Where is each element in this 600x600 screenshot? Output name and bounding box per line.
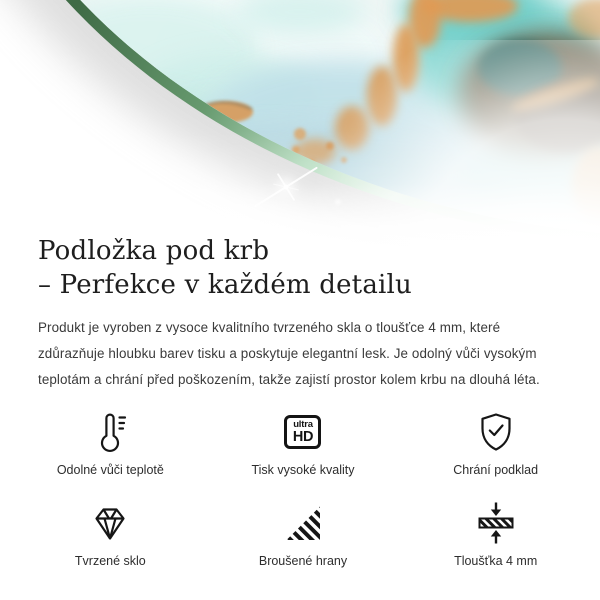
product-info-section <box>0 234 600 569</box>
title-line-2: – Perfekce v každém detailu <box>38 270 412 300</box>
feature-label: Odolné vůči teplotě <box>56 463 164 477</box>
beveled-edges-icon <box>280 500 326 546</box>
thickness-icon <box>473 500 519 546</box>
feature-protects-floor <box>399 409 592 478</box>
glass-pad-image <box>0 0 600 250</box>
feature-tempered-glass <box>14 500 207 569</box>
ultra-hd-text-bottom: HD <box>292 429 314 445</box>
product-description: Produkt je vyroben z vysoce kvalitního tvrzeného skla o tloušťce 4 mm, které zdůrazňuje hloubku barev tisku a poskytuje elegantní lesk. Je odolný vůči vysokým teplotám a chrání před poškozením, takže zajistí prostor kolem krbu na dlouhá léta. <box>38 320 540 387</box>
feature-heat-resistant <box>14 409 207 478</box>
thermometer-icon <box>87 409 133 455</box>
title-line-1: Podložka pod krb <box>38 236 270 266</box>
feature-label: Tvrzené sklo <box>74 554 146 568</box>
ultra-hd-icon <box>284 409 321 455</box>
feature-print-quality <box>207 409 400 478</box>
feature-label: Tisk vysoké kvality <box>251 463 355 477</box>
feature-label: Tloušťka 4 mm <box>454 554 538 568</box>
feature-thickness <box>399 500 592 569</box>
diamond-icon <box>87 500 133 546</box>
features-grid <box>14 409 592 569</box>
product-photo <box>0 0 600 250</box>
ultra-hd-text-top: ultra <box>293 418 313 430</box>
corner-fade <box>300 40 600 250</box>
page-title <box>38 234 568 302</box>
shield-check-icon <box>473 409 519 455</box>
feature-polished-edges <box>207 500 400 569</box>
feature-label: Chrání podklad <box>453 463 539 477</box>
feature-label: Broušené hrany <box>258 554 348 568</box>
